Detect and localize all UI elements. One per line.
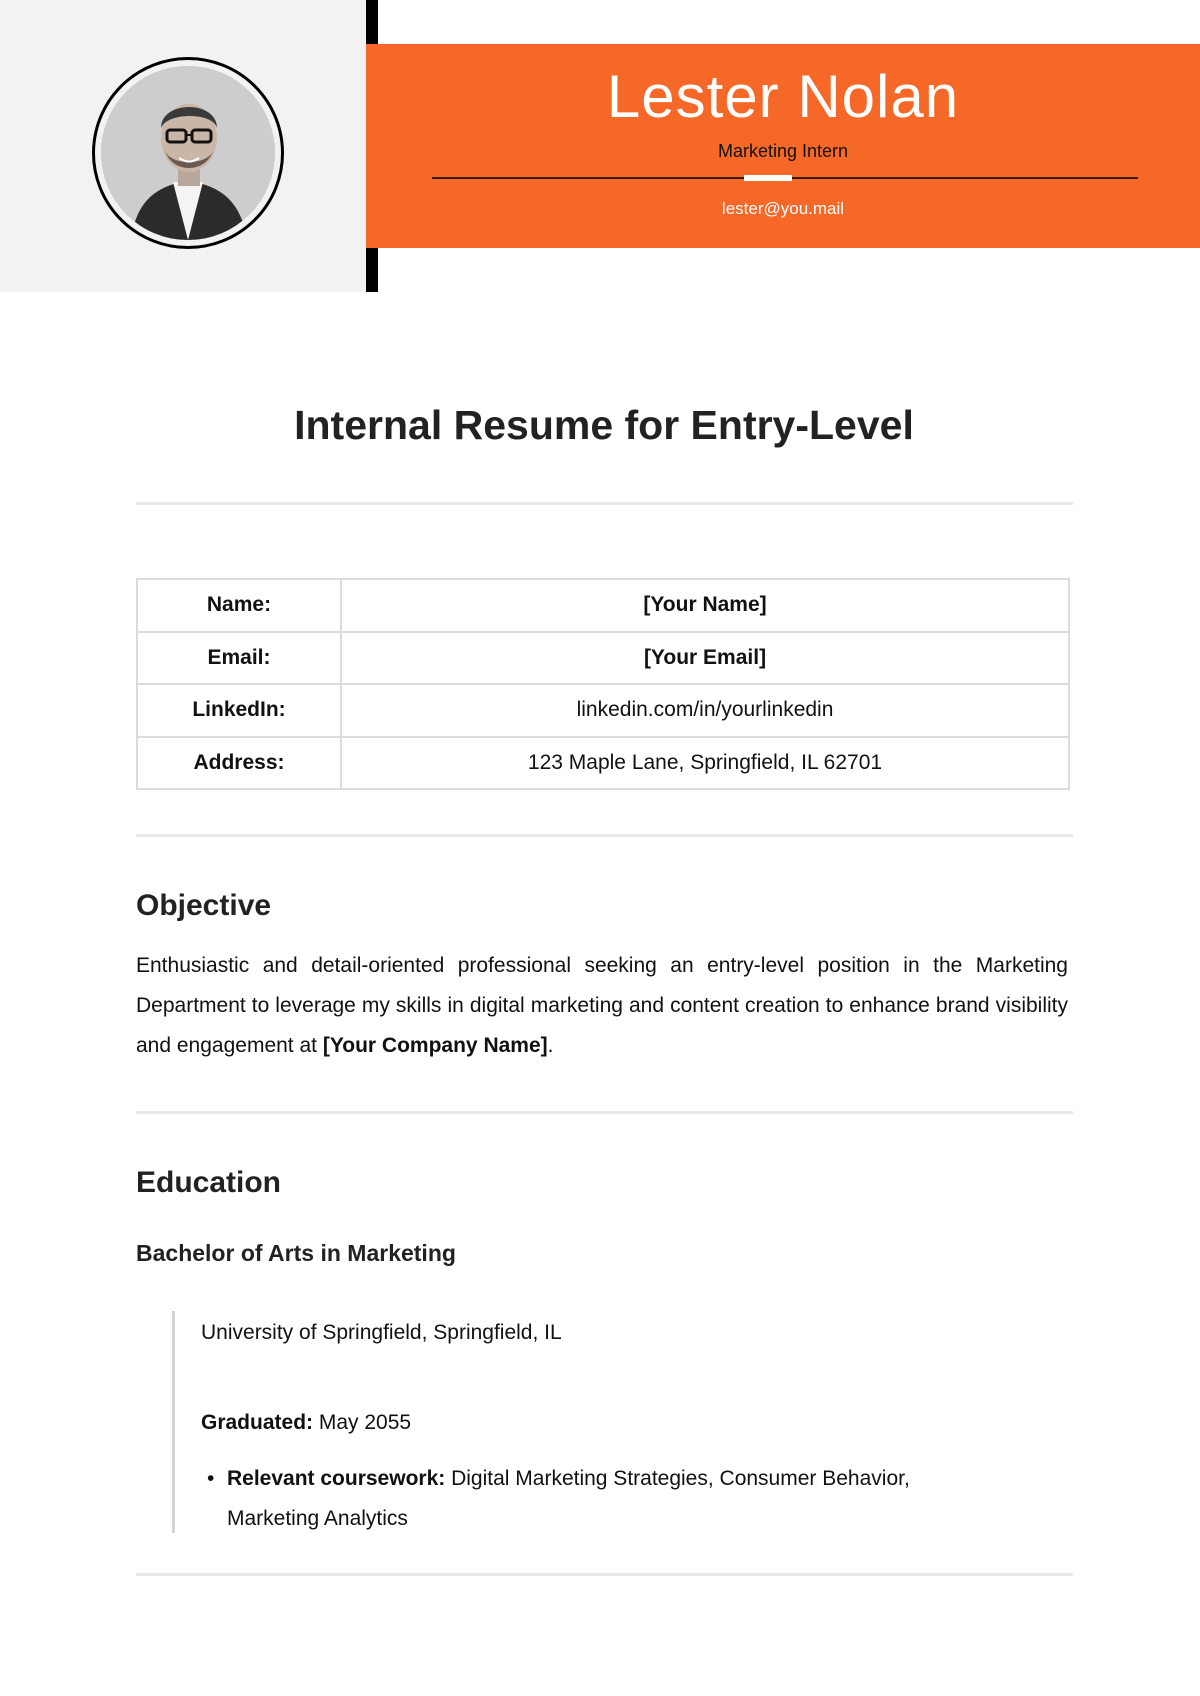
row-label: Email: xyxy=(137,632,341,685)
person-photo-icon xyxy=(101,66,275,240)
row-label: Address: xyxy=(137,737,341,790)
avatar-ring xyxy=(92,57,284,249)
divider xyxy=(136,502,1073,505)
graduated-value: May 2055 xyxy=(313,1411,412,1434)
header-banner xyxy=(366,44,1200,248)
divider xyxy=(136,1111,1073,1114)
coursework-label: Relevant coursework: xyxy=(227,1467,446,1490)
candidate-name: Lester Nolan xyxy=(606,63,960,130)
education-details xyxy=(172,1311,1032,1533)
row-value: 123 Maple Lane, Springfield, IL 62701 xyxy=(341,737,1069,790)
photo-panel xyxy=(0,0,366,292)
row-label: Name: xyxy=(137,579,341,632)
coursework-value: Digital Marketing Strategies, Consumer Behavior, Marketing Analytics xyxy=(227,1467,910,1530)
degree-title: Bachelor of Arts in Marketing xyxy=(136,1240,456,1266)
bullet-icon: • xyxy=(207,1467,215,1490)
table-row xyxy=(137,579,1069,632)
divider xyxy=(136,834,1073,837)
graduation-date xyxy=(201,1411,411,1435)
candidate-role: Marketing Intern xyxy=(717,141,849,161)
divider xyxy=(136,1573,1073,1576)
table-row xyxy=(137,737,1069,790)
contact-table xyxy=(136,578,1070,790)
objective-text xyxy=(136,946,1068,1066)
education-heading: Education xyxy=(136,1166,282,1199)
header-divider-accent xyxy=(744,175,792,181)
avatar xyxy=(101,66,275,240)
objective-end: . xyxy=(547,1034,554,1057)
row-value: [Your Email] xyxy=(341,632,1069,685)
objective-body: Enthusiastic and detail-oriented professional seeking an entry-level position in the Marketing Department to leverage my skills in digital marketing and content creation to enhance brand visibility and engagement at xyxy=(136,954,1068,1057)
school-name: University of Springfield, Springfield, IL xyxy=(201,1321,562,1344)
company-placeholder: [Your Company Name] xyxy=(322,1034,548,1057)
table-row xyxy=(137,632,1069,685)
graduated-label: Graduated: xyxy=(201,1411,314,1434)
candidate-email[interactable]: lester@you.mail xyxy=(721,199,845,218)
page-title: Internal Resume for Entry-Level xyxy=(294,402,914,448)
coursework-item xyxy=(207,1459,967,1539)
row-value[interactable]: linkedin.com/in/yourlinkedin xyxy=(341,684,1069,737)
objective-heading: Objective xyxy=(136,889,272,922)
row-label: LinkedIn: xyxy=(137,684,341,737)
table-row xyxy=(137,684,1069,737)
row-value: [Your Name] xyxy=(341,579,1069,632)
